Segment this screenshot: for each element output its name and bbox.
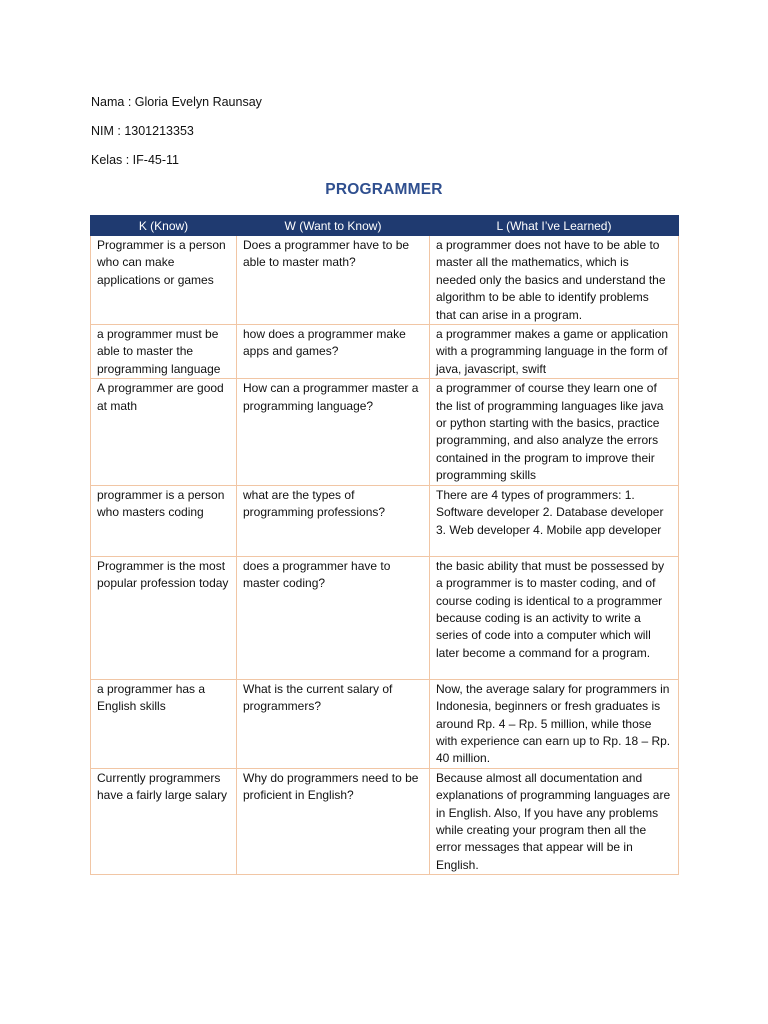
kwl-table — [90, 215, 679, 875]
table-row — [91, 768, 679, 874]
cell-want-to-know: What is the current salary of programmers? — [237, 679, 430, 768]
cell-learned: a programmer makes a game or application with a programming language in the form of java, javascript, swift — [430, 325, 679, 379]
cell-know: programmer is a person who masters coding — [91, 485, 237, 556]
cell-know: a programmer must be able to master the programming language — [91, 325, 237, 379]
table-header-row — [91, 216, 679, 236]
cell-learned: There are 4 types of programmers: 1. Software developer 2. Database developer 3. Web developer 4. Mobile app developer — [430, 485, 679, 556]
header-want-to-know: W (Want to Know) — [237, 216, 430, 236]
student-id: NIM : 1301213353 — [91, 124, 194, 138]
header-learned: L (What I’ve Learned) — [430, 216, 679, 236]
cell-know: a programmer has a English skills — [91, 679, 237, 768]
table-row — [91, 379, 679, 485]
cell-know: Programmer is a person who can make applications or games — [91, 236, 237, 325]
table-row — [91, 236, 679, 325]
student-class: Kelas : IF-45-11 — [91, 153, 180, 167]
cell-want-to-know: How can a programmer master a programming language? — [237, 379, 430, 485]
cell-know: A programmer are good at math — [91, 379, 237, 485]
table-row — [91, 485, 679, 556]
table-row — [91, 325, 679, 379]
student-name: Nama : Gloria Evelyn Raunsay — [91, 95, 262, 109]
cell-know: Currently programmers have a fairly large salary — [91, 768, 237, 874]
cell-want-to-know: how does a programmer make apps and games? — [237, 325, 430, 379]
document-title: PROGRAMMER — [325, 181, 443, 198]
cell-learned: Now, the average salary for programmers in Indonesia, beginners or fresh graduates is around Rp. 4 – Rp. 5 million, while those with experience can earn up to Rp. 18 – Rp. 40 million. — [430, 679, 679, 768]
cell-want-to-know: what are the types of programming professions? — [237, 485, 430, 556]
cell-learned: the basic ability that must be possessed by a programmer is to master coding, and of course coding is identical to a programmer because coding is an activity to write a series of code into a computer which will later become a command for a program. — [430, 556, 679, 679]
cell-learned: a programmer of course they learn one of the list of programming languages like java or python starting with the basics, practice programming, and also analyze the errors contained in the program to improve their programming skills — [430, 379, 679, 485]
cell-want-to-know: does a programmer have to master coding? — [237, 556, 430, 679]
cell-learned: a programmer does not have to be able to master all the mathematics, which is needed only the basics and understand the algorithm to be able to identify problems that can arise in a program. — [430, 236, 679, 325]
header-know: K (Know) — [91, 216, 237, 236]
cell-know: Programmer is the most popular profession today — [91, 556, 237, 679]
cell-want-to-know: Why do programmers need to be proficient in English? — [237, 768, 430, 874]
cell-learned: Because almost all documentation and explanations of programming languages are in English. Also, If you have any problems while creating your program then all the error messages that appear will be in English. — [430, 768, 679, 874]
table-row — [91, 556, 679, 679]
cell-want-to-know: Does a programmer have to be able to master math? — [237, 236, 430, 325]
table-row — [91, 679, 679, 768]
